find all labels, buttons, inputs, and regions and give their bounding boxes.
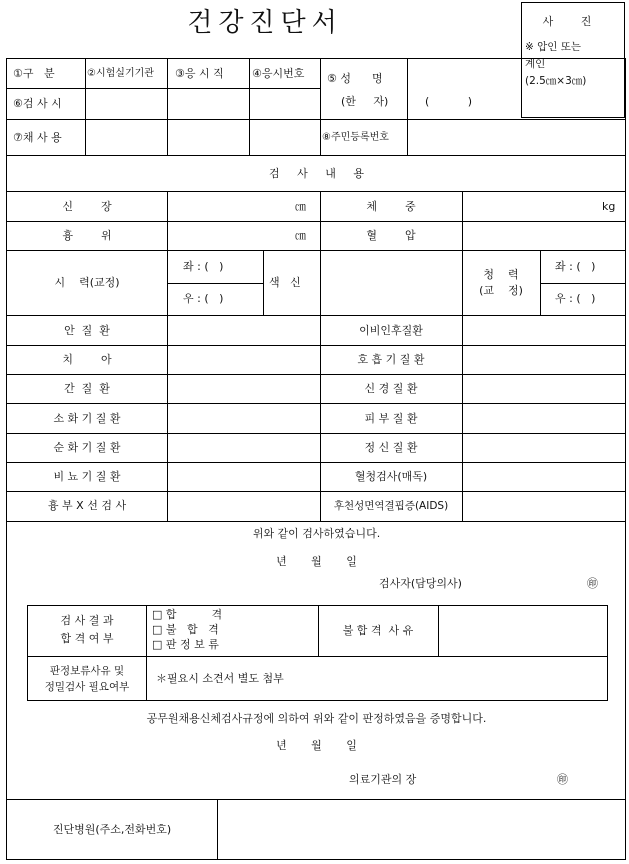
bp-label: 혈 압 bbox=[366, 229, 416, 242]
hearing-corrected-label: (교 정) bbox=[479, 284, 523, 297]
option-fail[interactable]: □ 불 합 격 bbox=[152, 623, 219, 636]
fail-reason-label: 불 합 격 사 유 bbox=[342, 624, 414, 637]
disease-right-7: 후천성면역결핍증(AIDS) bbox=[333, 500, 449, 512]
section-title: 검 사 내 용 bbox=[269, 167, 364, 180]
note-mark: ※ bbox=[525, 41, 534, 53]
disease-right-4: 피 부 질 환 bbox=[364, 412, 418, 425]
weight-unit: kg bbox=[602, 200, 616, 213]
health-certificate-form bbox=[6, 58, 626, 860]
disease-right-2: 호 흡 기 질 환 bbox=[357, 353, 425, 366]
category-label: ①구 분 bbox=[13, 67, 55, 80]
disease-right-6: 혈청검사(매독) bbox=[354, 470, 428, 483]
exam-org-label: ②시험실기기관 bbox=[87, 68, 154, 79]
rrn-label: ⑧주민등록번호 bbox=[322, 132, 389, 143]
disease-left-3: 간 질 환 bbox=[64, 382, 110, 395]
certify-statement: 위와 같이 검사하였습니다. bbox=[252, 527, 381, 540]
hold-label-1: 판정보류사유 및 bbox=[49, 665, 125, 677]
hearing-label: 청 력 bbox=[483, 268, 519, 281]
examiner-seal: ㊞ bbox=[587, 577, 598, 590]
vision-right: 우 : ( ) bbox=[183, 292, 224, 305]
hanja-label: (한 자) bbox=[341, 95, 389, 108]
hearing-left: 좌 : ( ) bbox=[555, 260, 596, 273]
height-label: 신 장 bbox=[62, 200, 112, 213]
disease-left-2: 치 아 bbox=[62, 353, 112, 366]
disease-right-5: 정 신 질 환 bbox=[364, 441, 418, 454]
employer-label: ⑦채 사 용 bbox=[13, 131, 62, 144]
vision-label: 시 력(교정) bbox=[54, 276, 120, 289]
exam-time-label: ⑥검 사 시 bbox=[13, 97, 62, 110]
hold-label-2: 정밀검사 필요여부 bbox=[44, 681, 130, 693]
disease-right-3: 신 경 질 환 bbox=[364, 382, 418, 395]
name-label: ⑤ 성 명 bbox=[327, 72, 383, 85]
disease-left-7: 흉 부 X 선 검 사 bbox=[47, 499, 127, 512]
institution-seal: ㊞ bbox=[557, 773, 568, 786]
height-unit: ㎝ bbox=[295, 200, 306, 213]
disease-right-1: 이비인후질환 bbox=[359, 324, 423, 337]
applied-job-label: ③응 시 직 bbox=[175, 67, 224, 80]
chest-label: 흉 위 bbox=[62, 229, 112, 242]
disease-left-4: 소 화 기 질 환 bbox=[53, 412, 121, 425]
certify-date: 년 월 일 bbox=[276, 555, 357, 568]
hanja-field[interactable]: ( ) bbox=[425, 95, 473, 108]
option-hold[interactable]: □ 판 정 보 류 bbox=[152, 638, 219, 651]
disease-left-1: 안 질 환 bbox=[64, 324, 110, 337]
option-pass[interactable]: □ 합 격 bbox=[152, 608, 223, 621]
photo-note-text: 압인 또는 계인 (2.5㎝×3㎝) bbox=[525, 41, 587, 87]
disease-left-5: 순 화 기 질 환 bbox=[53, 441, 121, 454]
exam-number-label: ④응시번호 bbox=[252, 67, 305, 80]
chest-unit: ㎝ bbox=[295, 229, 306, 242]
institution-label: 의료기관의 장 bbox=[349, 773, 417, 786]
vision-left: 좌 : ( ) bbox=[183, 260, 224, 273]
photo-heading: 사 진 bbox=[542, 15, 604, 28]
result-label-2: 합 격 여 부 bbox=[60, 632, 114, 645]
color-vision-label: 색 신 bbox=[269, 276, 301, 289]
hold-note: ＊필요시 소견서 별도 첨부 bbox=[156, 672, 284, 685]
result-label-1: 검 사 결 과 bbox=[60, 614, 114, 627]
hearing-right: 우 : ( ) bbox=[555, 292, 596, 305]
hospital-label: 진단병원(주소,전화번호) bbox=[52, 823, 172, 836]
document-title: 건강진단서 bbox=[187, 8, 343, 38]
examiner-label: 검사자(담당의사) bbox=[379, 577, 462, 590]
weight-label: 체 중 bbox=[366, 200, 416, 213]
final-statement: 공무원채용신체검사규정에 의하여 위와 같이 판정하였음을 증명합니다. bbox=[146, 712, 487, 725]
result-box bbox=[27, 605, 608, 701]
final-date: 년 월 일 bbox=[276, 739, 357, 752]
disease-left-6: 비 뇨 기 질 환 bbox=[53, 470, 121, 483]
